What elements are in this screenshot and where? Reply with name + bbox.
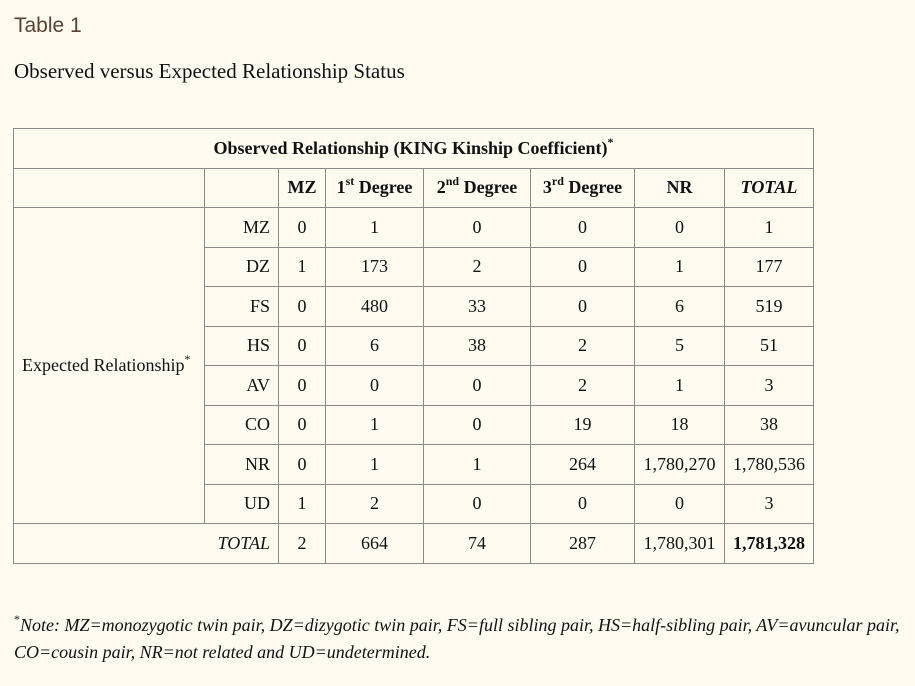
table-cell: 0 [531, 484, 635, 524]
observed-footnote-mark: * [607, 134, 614, 149]
observed-header-row [14, 129, 814, 169]
col-header-1st-degree [326, 168, 424, 208]
table-cell: 0 [279, 326, 326, 366]
col-header-3rd-suffix: Degree [563, 177, 623, 198]
table-cell: 0 [531, 247, 635, 287]
table-cell: 0 [424, 208, 531, 248]
col-header-2nd-sup: nd [445, 174, 460, 189]
table-cell: 0 [279, 287, 326, 327]
col-header-1st-num: 1 [336, 177, 346, 198]
column-header-row [14, 168, 814, 208]
table-cell: 5 [635, 326, 725, 366]
table-cell: 2 [424, 247, 531, 287]
table-cell: 0 [424, 484, 531, 524]
table-cell: 0 [279, 445, 326, 485]
observed-relationship-header [14, 129, 814, 169]
table-cell: 0 [635, 208, 725, 248]
row-label: FS [205, 287, 279, 327]
table-cell: 0 [635, 484, 725, 524]
table-cell: 264 [531, 445, 635, 485]
table-cell: 2 [531, 326, 635, 366]
table-cell: 1,780,536 [725, 445, 814, 485]
expected-relationship-label [14, 208, 205, 524]
table-cell: 664 [326, 524, 424, 564]
table-cell: 0 [326, 366, 424, 406]
row-label: DZ [205, 247, 279, 287]
table-cell: 1,780,270 [635, 445, 725, 485]
table-cell: 173 [326, 247, 424, 287]
table-cell: 3 [725, 366, 814, 406]
col-header-3rd-sup: rd [551, 174, 564, 189]
table-cell: 0 [279, 405, 326, 445]
row-label-total: TOTAL [14, 524, 279, 564]
table-cell: 0 [424, 366, 531, 406]
corner-cell [14, 168, 205, 208]
table-cell: 1 [725, 208, 814, 248]
table-cell: 6 [635, 287, 725, 327]
table-cell: 177 [725, 247, 814, 287]
col-header-total-text: TOTAL [740, 177, 798, 198]
row-label: AV [205, 366, 279, 406]
table-cell: 1 [326, 208, 424, 248]
relationship-table [13, 128, 814, 564]
row-label: CO [205, 405, 279, 445]
table-caption: Observed versus Expected Relationship Status [14, 59, 405, 83]
table-cell: 1 [326, 445, 424, 485]
col-header-1st-sup: st [345, 174, 355, 189]
row-label: HS [205, 326, 279, 366]
table-cell: 0 [279, 208, 326, 248]
table-cell: 51 [725, 326, 814, 366]
table-cell: 1 [635, 366, 725, 406]
table-cell: 1 [635, 247, 725, 287]
col-header-total [725, 168, 814, 208]
table-cell: 2 [279, 524, 326, 564]
table-cell: 1 [279, 247, 326, 287]
table-label: Table 1 [14, 14, 82, 37]
expected-relationship-text: Expected Relationship [22, 355, 185, 375]
table-footnote [14, 612, 904, 666]
total-row [14, 524, 814, 564]
col-header-mz-text: MZ [287, 177, 317, 198]
table-cell: 19 [531, 405, 635, 445]
col-header-2nd-suffix: Degree [459, 177, 518, 198]
table-cell: 3 [725, 484, 814, 524]
table-cell: 0 [279, 366, 326, 406]
expected-footnote-mark: * [184, 352, 191, 366]
table-cell: 18 [635, 405, 725, 445]
col-header-1st-suffix: Degree [354, 177, 413, 198]
table-cell: 1 [326, 405, 424, 445]
footnote-mark: * [14, 612, 20, 626]
table-cell: 0 [424, 405, 531, 445]
col-header-nr-text: NR [666, 177, 693, 198]
col-header-3rd-degree [531, 168, 635, 208]
table-cell: 74 [424, 524, 531, 564]
col-header-3rd-num: 3 [542, 177, 552, 198]
table-cell: 33 [424, 287, 531, 327]
table-cell: 2 [326, 484, 424, 524]
table-cell: 38 [725, 405, 814, 445]
col-header-2nd-degree [424, 168, 531, 208]
col-header-mz [279, 168, 326, 208]
table-cell: 519 [725, 287, 814, 327]
corner-cell-2 [205, 168, 279, 208]
col-header-2nd-num: 2 [436, 177, 446, 198]
table-cell: 1,780,301 [635, 524, 725, 564]
grand-total-cell: 1,781,328 [725, 524, 814, 564]
table-cell: 0 [531, 208, 635, 248]
col-header-nr [635, 168, 725, 208]
row-label: UD [205, 484, 279, 524]
row-label: NR [205, 445, 279, 485]
table-cell: 2 [531, 366, 635, 406]
table-cell: 1 [279, 484, 326, 524]
table-cell: 6 [326, 326, 424, 366]
table-row [14, 208, 814, 248]
table-cell: 0 [531, 287, 635, 327]
table-cell: 1 [424, 445, 531, 485]
table-cell: 480 [326, 287, 424, 327]
table-cell: 38 [424, 326, 531, 366]
row-label: MZ [205, 208, 279, 248]
footnote-text: Note: MZ=monozygotic twin pair, DZ=dizygotic twin pair, FS=full sibling pair, HS=half-sibling pair, AV=avuncular pair, CO=cousin pair, NR=not related and UD=undetermined. [14, 615, 900, 662]
observed-header-text: Observed Relationship (KING Kinship Coefficient) [213, 137, 608, 158]
table-cell: 287 [531, 524, 635, 564]
